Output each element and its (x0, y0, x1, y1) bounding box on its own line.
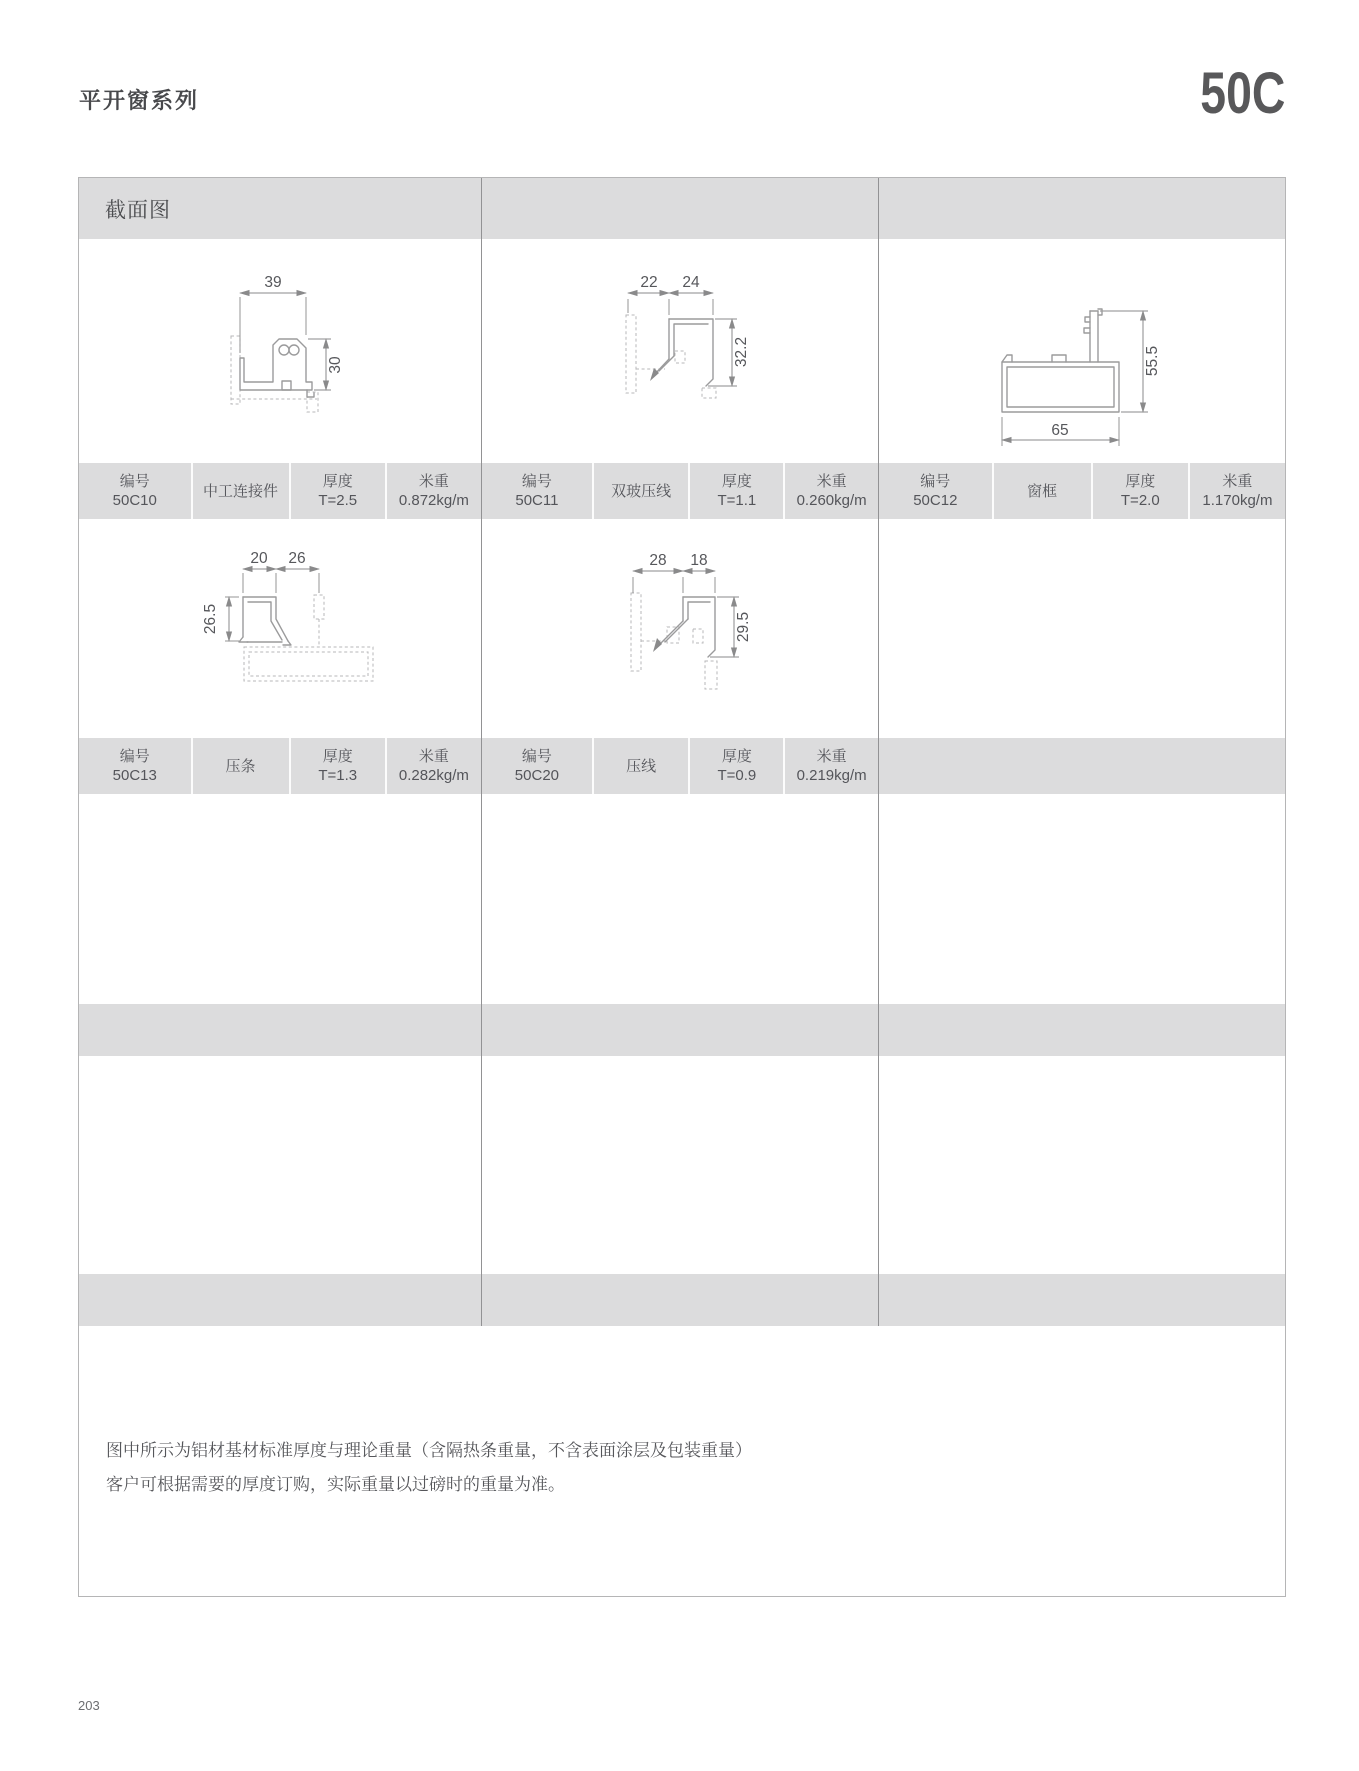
dim-height-label: 29.5 (735, 611, 752, 642)
profile-outline (653, 597, 715, 657)
code-value: 50C11 (515, 492, 559, 509)
adjacent-profile-dashed (244, 595, 373, 681)
spec-50C13-weight-cell (385, 738, 481, 794)
dim-height-label: 32.2 (733, 336, 750, 368)
spec-50C11-name-cell (592, 463, 689, 519)
empty-band-cell (79, 1274, 482, 1326)
header-cell-sections (79, 178, 482, 239)
dim-right-label: 24 (682, 274, 700, 291)
dim-right-label: 26 (288, 549, 306, 567)
weight-value: 0.219kg/m (796, 767, 867, 784)
spec-50C20-weight-cell (783, 738, 878, 794)
spec-50C12-code-cell (879, 463, 992, 519)
spec-50C13 (79, 738, 482, 794)
code-value: 50C12 (913, 492, 958, 509)
weight-value: 1.170kg/m (1202, 492, 1273, 509)
spec-50C12 (879, 463, 1285, 519)
spec-50C10-name-cell (191, 463, 289, 519)
empty-cell (879, 794, 1285, 1004)
spec-50C11-weight-cell (783, 463, 878, 519)
thickness-value: T=0.9 (717, 767, 757, 784)
code-value: 50C10 (112, 492, 157, 509)
spec-50C10-thickness-cell (289, 463, 385, 519)
empty-cell (482, 794, 879, 1004)
thickness-label: 厚度 (1125, 473, 1156, 490)
cross-section-50C10 (165, 251, 395, 451)
weight-value: 0.260kg/m (796, 492, 867, 509)
empty-cell (879, 1056, 1285, 1274)
adjacent-profile-dashed (631, 593, 717, 689)
header-cell-empty-1 (482, 178, 879, 239)
cross-section-50C20 (555, 529, 805, 729)
thickness-value: T=1.3 (318, 767, 358, 784)
weight-value: 0.872kg/m (398, 492, 469, 509)
profile-outline (239, 597, 291, 645)
spec-50C10-weight-cell (385, 463, 481, 519)
note-line-2: 客户可根据需要的厚度订购，实际重量以过磅时的重量为准。 (106, 1475, 565, 1494)
profile-name: 中工连接件 (203, 482, 279, 500)
page-number: 203 (78, 1698, 100, 1713)
spec-50C12-name-cell (992, 463, 1091, 519)
spec-50C12-weight-cell (1188, 463, 1285, 519)
note-line-1: 图中所示为铝材基材标准厚度与理论重量（含隔热条重量，不含表面涂层及包装重量） (106, 1441, 752, 1460)
series-code: 50C (1199, 61, 1285, 126)
profile-outline (650, 319, 713, 386)
spec-50C20-code-cell (482, 738, 592, 794)
diagram-cell-50C12 (879, 239, 1285, 463)
diagram-cell-50C10 (79, 239, 482, 463)
code-label: 编号 (521, 473, 552, 490)
code-label: 编号 (119, 748, 150, 765)
empty-cell (79, 1056, 482, 1274)
weight-value: 0.282kg/m (398, 767, 469, 784)
thickness-value: T=2.0 (1120, 492, 1160, 509)
thickness-label: 厚度 (322, 473, 353, 490)
dimension-group (202, 550, 319, 641)
spec-50C11-thickness-cell (688, 463, 783, 519)
spec-50C20-thickness-cell (688, 738, 783, 794)
spec-50C10 (79, 463, 482, 519)
dim-left-label: 22 (640, 274, 658, 291)
dimension-group (1002, 311, 1161, 446)
spec-50C20-name-cell (592, 738, 689, 794)
code-value: 50C13 (112, 767, 157, 784)
weight-label: 米重 (418, 473, 449, 490)
spec-50C12-thickness-cell (1091, 463, 1188, 519)
empty-row-1 (79, 794, 1285, 1004)
empty-band-cell (879, 1004, 1285, 1056)
empty-band-cell (482, 1004, 879, 1056)
cross-section-50C12 (952, 251, 1212, 451)
diagram-row-2 (79, 519, 1285, 738)
spec-50C13-name-cell (191, 738, 289, 794)
empty-cell (79, 794, 482, 1004)
weight-label: 米重 (816, 473, 847, 490)
thickness-value: T=2.5 (318, 492, 358, 509)
diagram-cell-50C13 (79, 519, 482, 738)
weight-label: 米重 (816, 748, 847, 765)
profile-outline (240, 339, 314, 397)
dim-height-label: 55.5 (1144, 345, 1161, 377)
profile-name: 压线 (626, 757, 657, 775)
spec-50C10-code-cell (79, 463, 191, 519)
spec-50C13-code-cell (79, 738, 191, 794)
code-label: 编号 (920, 473, 951, 490)
dim-left-label: 20 (250, 549, 268, 567)
thickness-label: 厚度 (721, 748, 752, 765)
profile-outline (1002, 309, 1119, 412)
adjacent-profile-dashed (626, 315, 716, 398)
spec-row-1 (79, 463, 1285, 519)
dimension-group (628, 274, 750, 386)
dim-height-label: 30 (327, 356, 344, 374)
profile-name: 压条 (225, 757, 256, 775)
thickness-value: T=1.1 (717, 492, 757, 509)
spec-empty-band (879, 738, 1285, 794)
empty-band-cell (79, 1004, 482, 1056)
note-row (79, 1326, 1285, 1596)
spec-50C11-code-cell (482, 463, 592, 519)
table-header-label: 截面图 (105, 198, 171, 222)
thickness-label: 厚度 (322, 748, 353, 765)
table-header-row (79, 178, 1285, 239)
header-cell-empty-2 (879, 178, 1285, 239)
empty-cell (482, 1056, 879, 1274)
dim-left-label: 28 (649, 551, 667, 569)
dim-height-label: 26.5 (202, 603, 219, 634)
profile-name: 双玻压线 (611, 482, 672, 500)
diagram-row-1 (79, 239, 1285, 463)
code-label: 编号 (521, 748, 552, 765)
dimension-group (240, 274, 344, 390)
dim-width-label: 39 (264, 274, 282, 291)
cross-section-50C11 (555, 251, 805, 451)
empty-band-cell (879, 1274, 1285, 1326)
code-label: 编号 (119, 473, 150, 490)
dim-width-label: 65 (1051, 422, 1069, 439)
weight-label: 米重 (418, 748, 449, 765)
empty-band-row-1 (79, 1004, 1285, 1056)
diagram-cell-50C11 (482, 239, 879, 463)
code-value: 50C20 (514, 767, 559, 784)
empty-band-row-2 (79, 1274, 1285, 1326)
profile-name: 窗框 (1027, 482, 1058, 500)
diagram-cell-empty (879, 519, 1285, 738)
dim-right-label: 18 (690, 551, 708, 569)
series-title: 平开窗系列 (79, 88, 200, 113)
profile-table (78, 177, 1286, 1597)
spec-50C13-thickness-cell (289, 738, 385, 794)
thickness-label: 厚度 (721, 473, 752, 490)
spec-row-2 (79, 738, 1285, 794)
note-box (79, 1326, 1285, 1502)
empty-row-2 (79, 1056, 1285, 1274)
spec-50C11 (482, 463, 879, 519)
spec-50C20 (482, 738, 879, 794)
cross-section-50C13 (155, 529, 405, 729)
empty-band-cell (482, 1274, 879, 1326)
weight-label: 米重 (1222, 473, 1253, 490)
diagram-cell-50C20 (482, 519, 879, 738)
